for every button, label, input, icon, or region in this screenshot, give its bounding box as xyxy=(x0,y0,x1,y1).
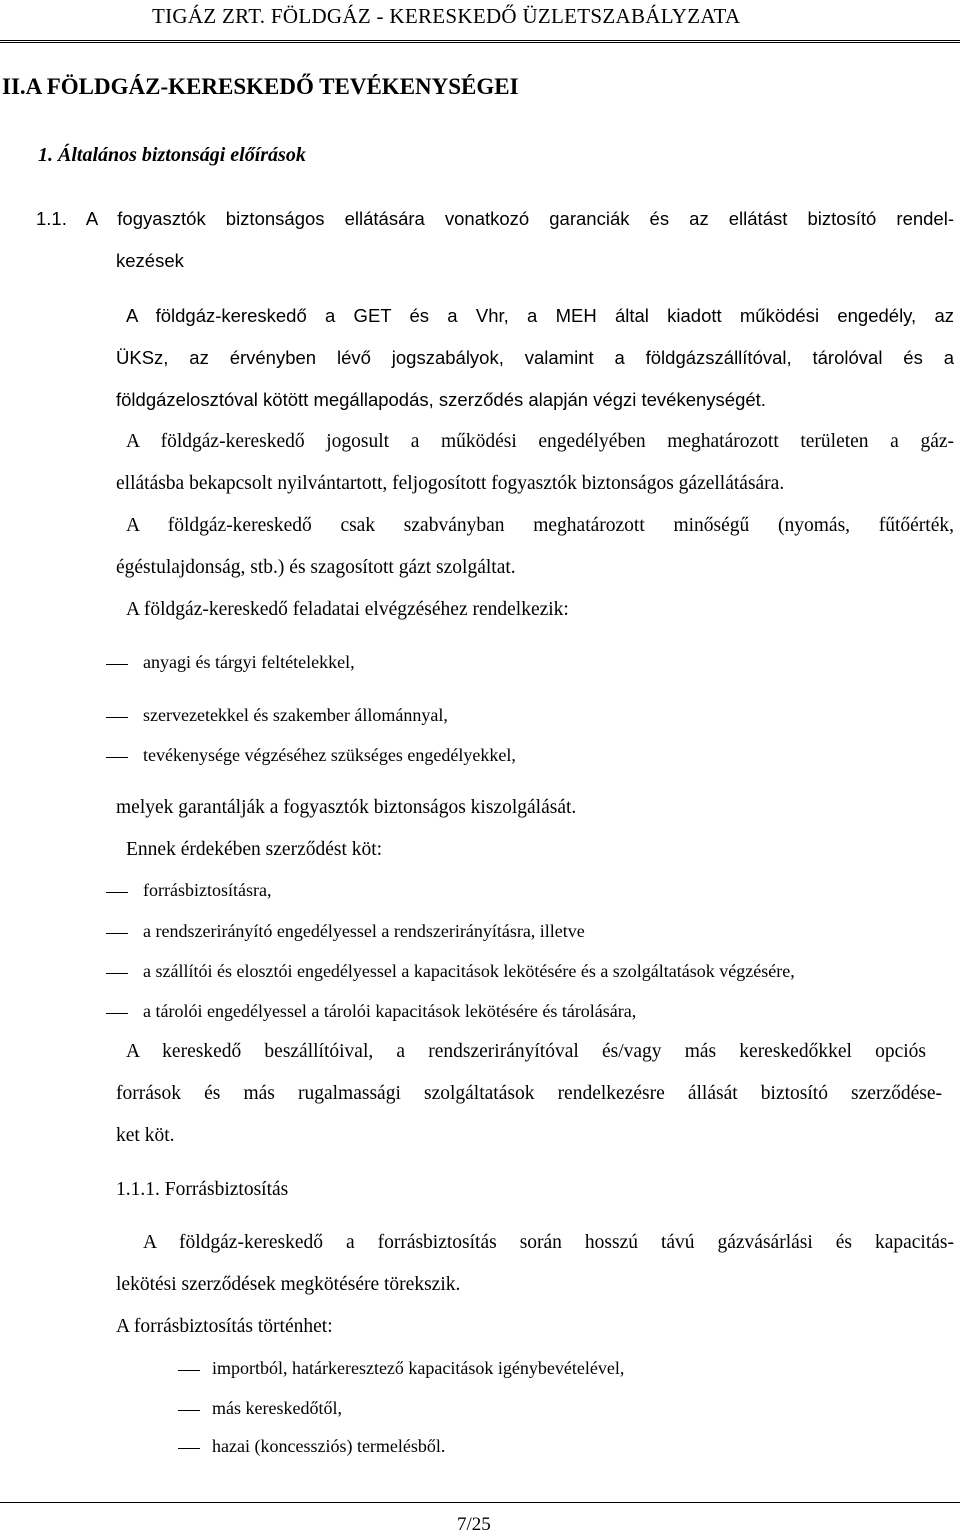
para4: A földgáz-kereskedő feladatai elvégzéséhez rendelkezik: xyxy=(126,599,569,620)
list3-item: hazai (koncessziós) termelésből. xyxy=(212,1436,446,1456)
para8-line2: lekötési szerződések megkötésére törekszik. xyxy=(116,1274,461,1295)
para5: melyek garantálják a fogyasztók biztonságos kiszolgálását. xyxy=(116,797,577,818)
page-number: 7/25 xyxy=(457,1514,491,1535)
list1-item: anyagi és tárgyi feltételekkel, xyxy=(143,652,355,672)
list1-item: szervezetekkel és szakember állománnyal, xyxy=(143,705,448,725)
list2-item: a rendszerirányító engedélyessel a rendszerirányításra, illetve xyxy=(143,921,585,941)
list1-item: tevékenysége végzéséhez szükséges engedélyekkel, xyxy=(143,745,516,765)
list-dash xyxy=(178,1448,200,1449)
footer-rule xyxy=(0,1502,960,1503)
list-dash xyxy=(178,1370,200,1371)
para1-line1: A földgáz-kereskedő a GET és a Vhr, a MEH által kiadott működési engedély, az xyxy=(126,305,954,326)
header-rule xyxy=(0,40,960,43)
section-title: 1. Általános biztonsági előírások xyxy=(38,144,306,166)
list3-item: más kereskedőtől, xyxy=(212,1398,342,1418)
list2-item: forrásbiztosításra, xyxy=(143,880,272,900)
para3-line1: A földgáz-kereskedő csak szabványban meghatározott minőségű (nyomás, fűtőérték, xyxy=(126,515,954,536)
list-dash xyxy=(106,757,128,758)
para8-line1: A földgáz-kereskedő a forrásbiztosítás során hosszú távú gázvásárlási és kapacitás- xyxy=(143,1232,954,1253)
list3-item: importból, határkeresztező kapacitások igénybevételével, xyxy=(212,1358,625,1378)
para1-line3: földgázelosztóval kötött megállapodás, szerződés alapján végzi tevékenységét. xyxy=(116,389,766,410)
para9: A forrásbiztosítás történhet: xyxy=(116,1316,333,1337)
subsection-title-line1: 1.1. A fogyasztók biztonságos ellátására vonatkozó garanciák és az ellátást biztosító rendel- xyxy=(36,208,954,229)
list-dash xyxy=(106,933,128,934)
para7-line3: ket köt. xyxy=(116,1125,175,1146)
list2-item: a szállítói és elosztói engedélyessel a kapacitások lekötésére és a szolgáltatások végzésére, xyxy=(143,961,795,981)
para7-line1: A kereskedő beszállítóival, a rendszerirányítóval és/vagy más kereskedőkkel opciós xyxy=(126,1041,926,1062)
list2-item: a tárolói engedélyessel a tárolói kapacitások lekötésére és tárolására, xyxy=(143,1001,637,1021)
list-dash xyxy=(178,1410,200,1411)
para6: Ennek érdekében szerződést köt: xyxy=(126,839,383,860)
para1-line2: ÜKSz, az érvényben lévő jogszabályok, valamint a földgázszállítóval, tárolóval és a xyxy=(116,347,954,368)
para2-line2: ellátásba bekapcsolt nyilvántartott, feljogosított fogyasztók biztonságos gázellátására. xyxy=(116,473,785,494)
para3-line2: égéstulajdonság, stb.) és szagosított gázt szolgáltat. xyxy=(116,557,516,578)
list-dash xyxy=(106,1013,128,1014)
para2-line1: A földgáz-kereskedő jogosult a működési engedélyében meghatározott területen a gáz- xyxy=(126,431,954,452)
list-dash xyxy=(106,973,128,974)
list-dash xyxy=(106,717,128,718)
list-dash xyxy=(106,892,128,893)
chapter-title: II.A FÖLDGÁZ-KERESKEDŐ TEVÉKENYSÉGEI xyxy=(2,74,519,99)
subsection-title-line2: kezések xyxy=(116,250,184,271)
page-header: TIGÁZ ZRT. FÖLDGÁZ - KERESKEDŐ ÜZLETSZABÁLYZATA xyxy=(152,4,741,28)
subsubsection-title: 1.1.1. Forrásbiztosítás xyxy=(116,1179,289,1200)
para7-line2: források és más rugalmassági szolgáltatások rendelkezésre állását biztosító szerződése- xyxy=(116,1083,942,1104)
list-dash xyxy=(106,664,128,665)
